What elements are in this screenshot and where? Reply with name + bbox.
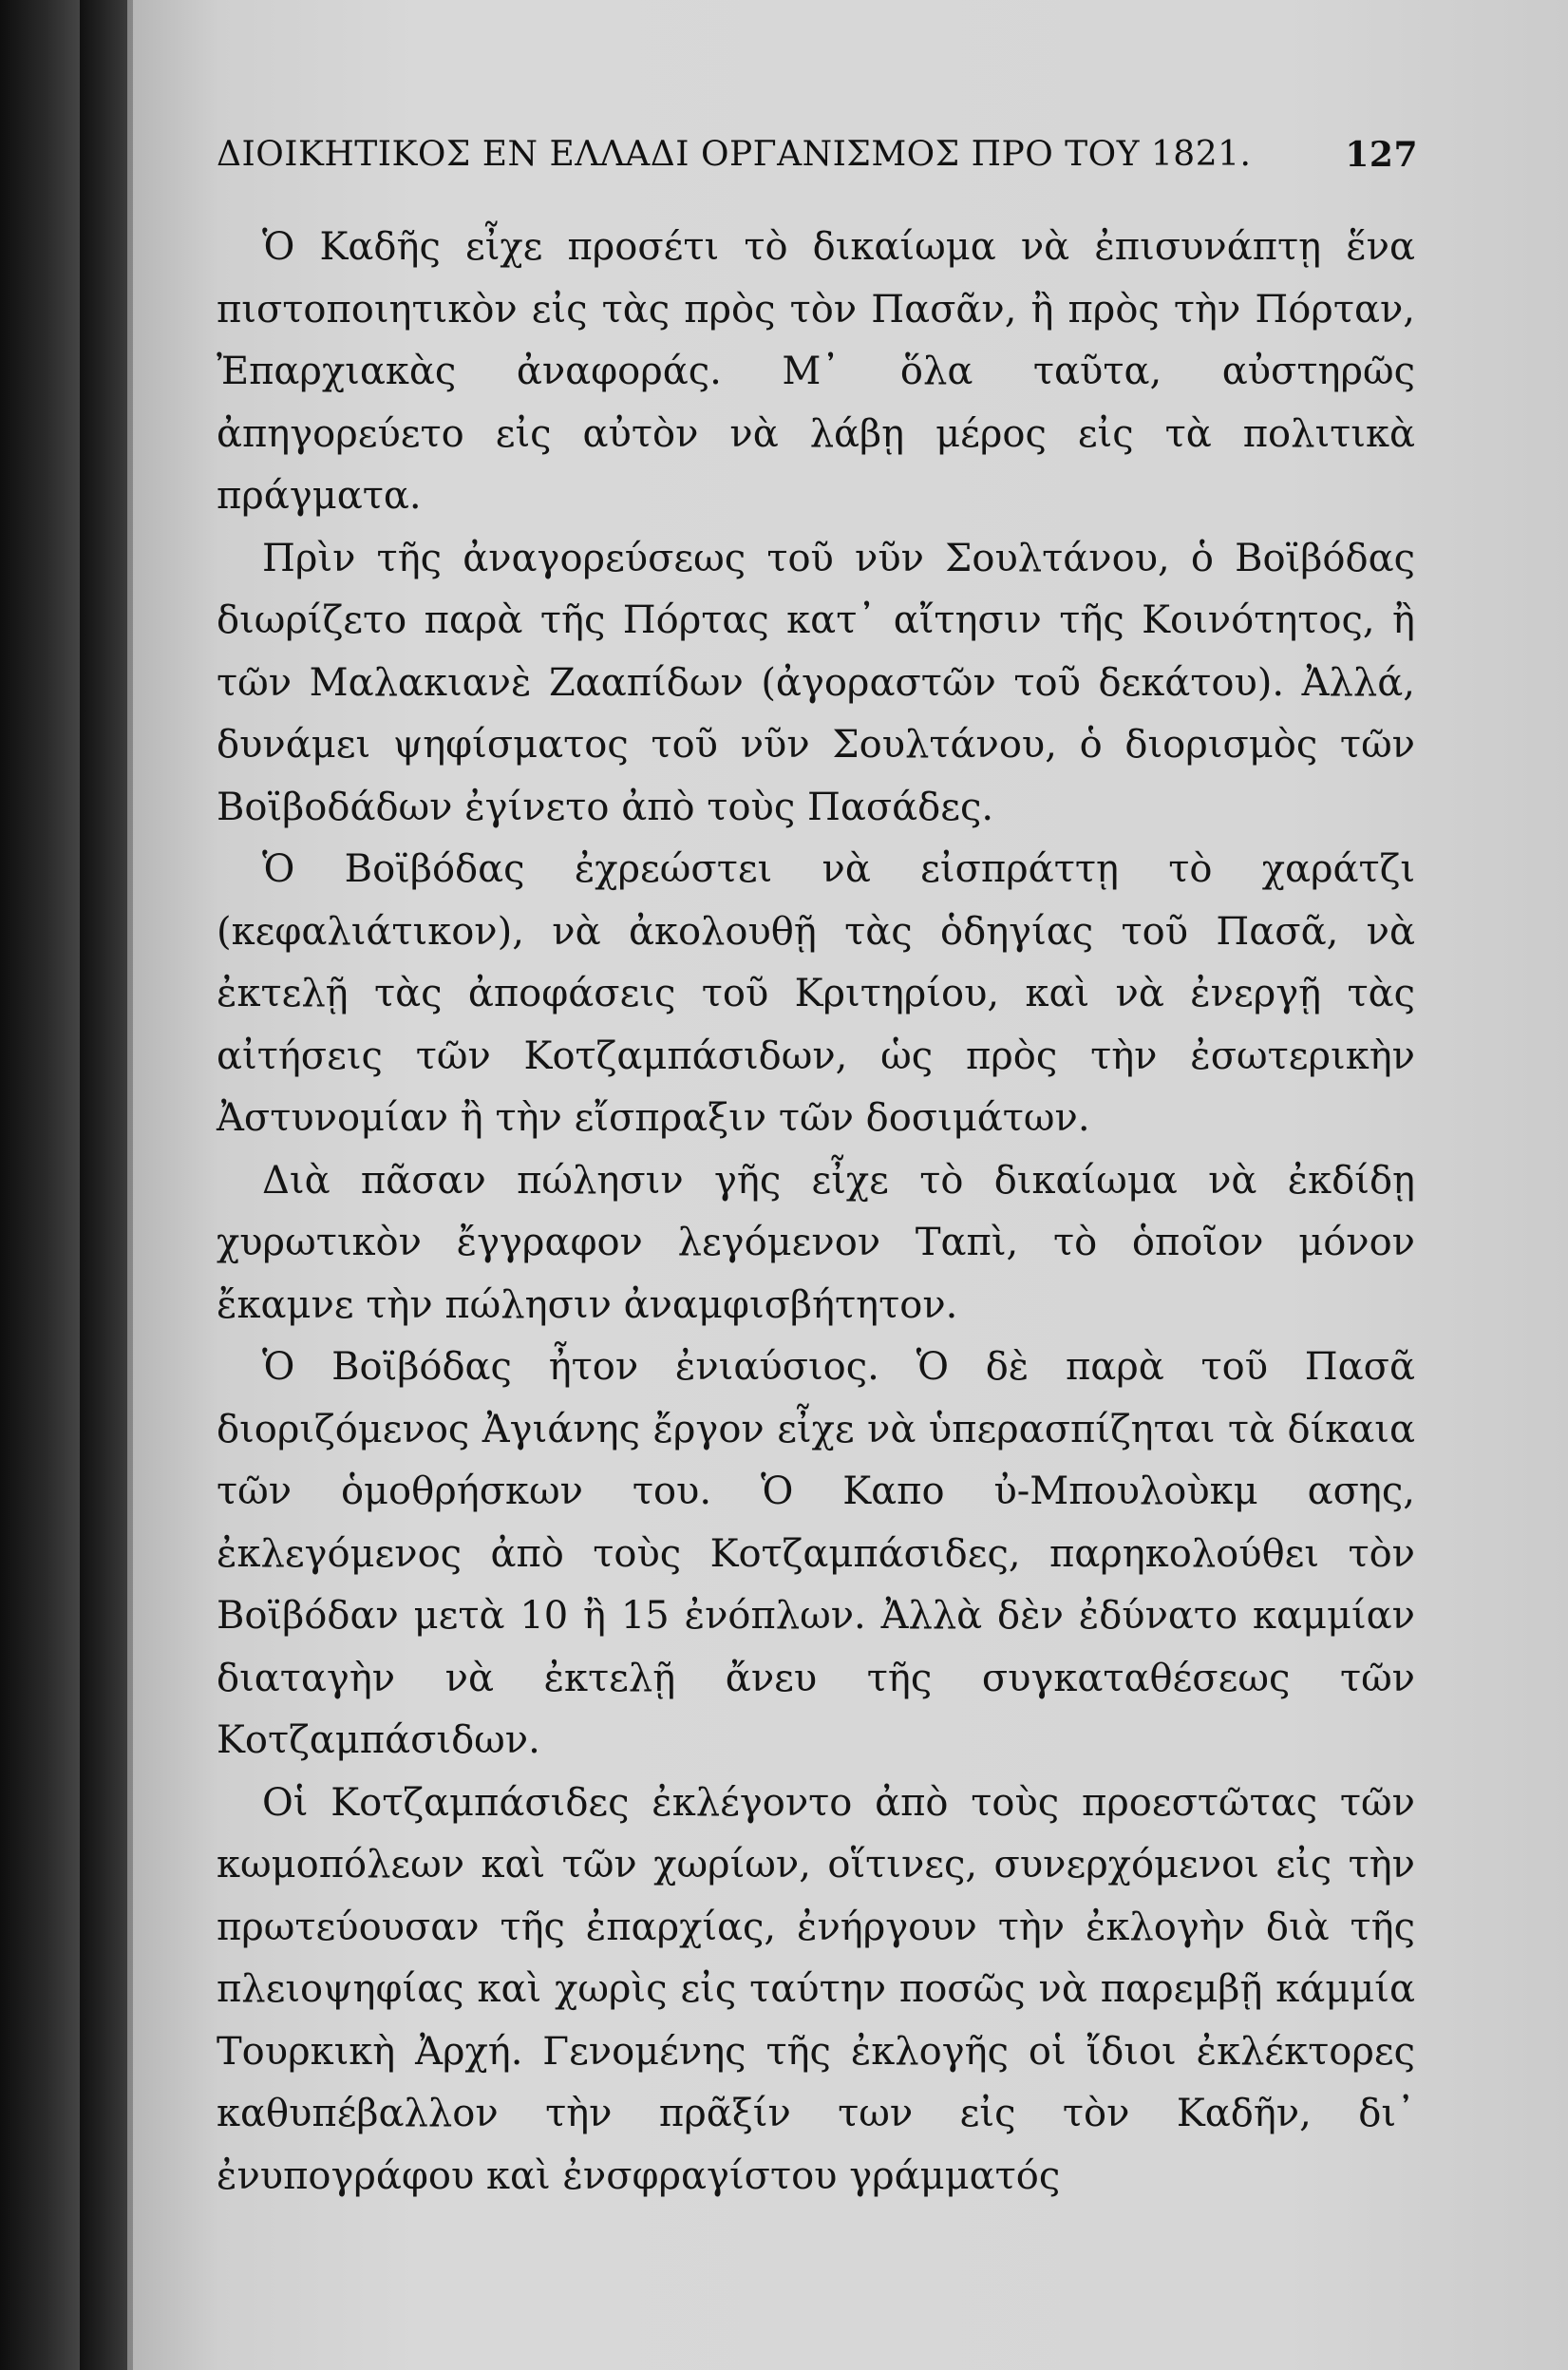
paragraph-5: Ὁ Βοϊβόδας ἦτον ἐνιαύσιος. Ὁ δὲ παρὰ τοῦ Πασᾶ διοριζόμενος Ἀγιάνης ἔργον εἶχε νὰ ὑπερασπίζηται τὰ δίκαια τῶν ὁμοθρήσκων του. Ὁ Καπο ὐ-Μπουλοὺκμ ασης, ἐκλεγόμενος ἀπὸ τοὺς Κοτζαμπάσιδες, παρηκολούθει τὸν Βοϊβόδαν μετὰ 10 ἢ 15 ἐνόπλων. Ἀλλὰ δὲν ἐδύνατο καμμίαν διαταγὴν νὰ ἐκτελῇ ἄνευ τῆς συγκαταθέσεως τῶν Κοτζαμπάσιδων. [217,1345,1415,1762]
paragraph-1: Ὁ Καδῆς εἶχε προσέτι τὸ δικαίωμα νὰ ἐπισυνάπτῃ ἕνα πιστοποιητικὸν εἰς τὰς πρὸς τὸν Πασᾶν, ἢ πρὸς τὴν Πόρταν, Ἐπαρχιακὰς ἀναφοράς. Μ᾽ ὅλα ταῦτα, αὐστηρῶς ἀπηγορεύετο εἰς αὐτὸν νὰ λάβῃ μέρος εἰς τὰ πολιτικὰ πράγματα. [217,225,1415,518]
book-page [133,0,1568,2370]
page-number: 127 [1345,135,1418,175]
paragraph-6: Οἱ Κοτζαμπάσιδες ἐκλέγοντο ἀπὸ τοὺς προεστῶτας τῶν κωμοπόλεων καὶ τῶν χωρίων, οἵτινες, συνερχόμενοι εἰς τὴν πρωτεύουσαν τῆς ἐπαρχίας, ἐνήργουν τὴν ἐκλογὴν διὰ τῆς πλειοψηφίας καὶ χωρὶς εἰς ταύτην ποσῶς νὰ παρεμβῇ κάμμία Τουρκικὴ Ἀρχή. Γενομένης τῆς ἐκλογῆς οἱ ἴδιοι ἐκλέκτορες καθυπέβαλλον τὴν πρᾶξίν των εἰς τὸν Καδῆν, δι᾽ ἐνυπογράφου καὶ ἐνσφραγίστου γράμματός [217,1780,1415,2198]
running-header [217,135,1418,192]
paragraph-3: Ὁ Βοϊβόδας ἐχρεώστει νὰ εἰσπράττῃ τὸ χαράτζι (κεφαλιάτικον), νὰ ἀκολουθῇ τὰς ὁδηγίας τοῦ Πασᾶ, νὰ ἐκτελῇ τὰς ἀποφάσεις τοῦ Κριτηρίου, καὶ νὰ ἐνεργῇ τὰς αἰτήσεις τῶν Κοτζαμπάσιδων, ὡς πρὸς τὴν ἐσωτερικὴν Ἀστυνομίαν ἢ τὴν εἴσπραξιν τῶν δοσιμάτων. [217,847,1415,1140]
spine-shadow [80,0,127,2370]
body-text [217,217,1415,2208]
paragraph-4: Διὰ πᾶσαν πώλησιν γῆς εἶχε τὸ δικαίωμα νὰ ἐκδίδῃ χυρωτικὸν ἔγγραφον λεγόμενον Ταπὶ, τὸ ὁποῖον μόνον ἔκαμνε τὴν πώλησιν ἀναμφισβήτητον. [217,1158,1415,1327]
paragraph-2: Πρὶν τῆς ἀναγορεύσεως τοῦ νῦν Σουλτάνου, ὁ Βοϊβόδας διωρίζετο παρὰ τῆς Πόρτας κατ᾽ αἴτησιν τῆς Κοινότητος, ἢ τῶν Μαλακιανὲ Ζααπίδων (ἀγοραστῶν τοῦ δεκάτου). Ἀλλά, δυνάμει ψηφίσματος τοῦ νῦν Σουλτάνου, ὁ διορισμὸς τῶν Βοϊβοδάδων ἐγίνετο ἀπὸ τοὺς Πασάδες. [217,536,1415,829]
running-header-title: ΔΙΟΙΚΗΤΙΚΟΣ ΕΝ ΕΛΛΑΔΙ ΟΡΓΑΝΙΣΜΟΣ ΠΡΟ ΤΟΥ 1821. [217,135,1252,174]
